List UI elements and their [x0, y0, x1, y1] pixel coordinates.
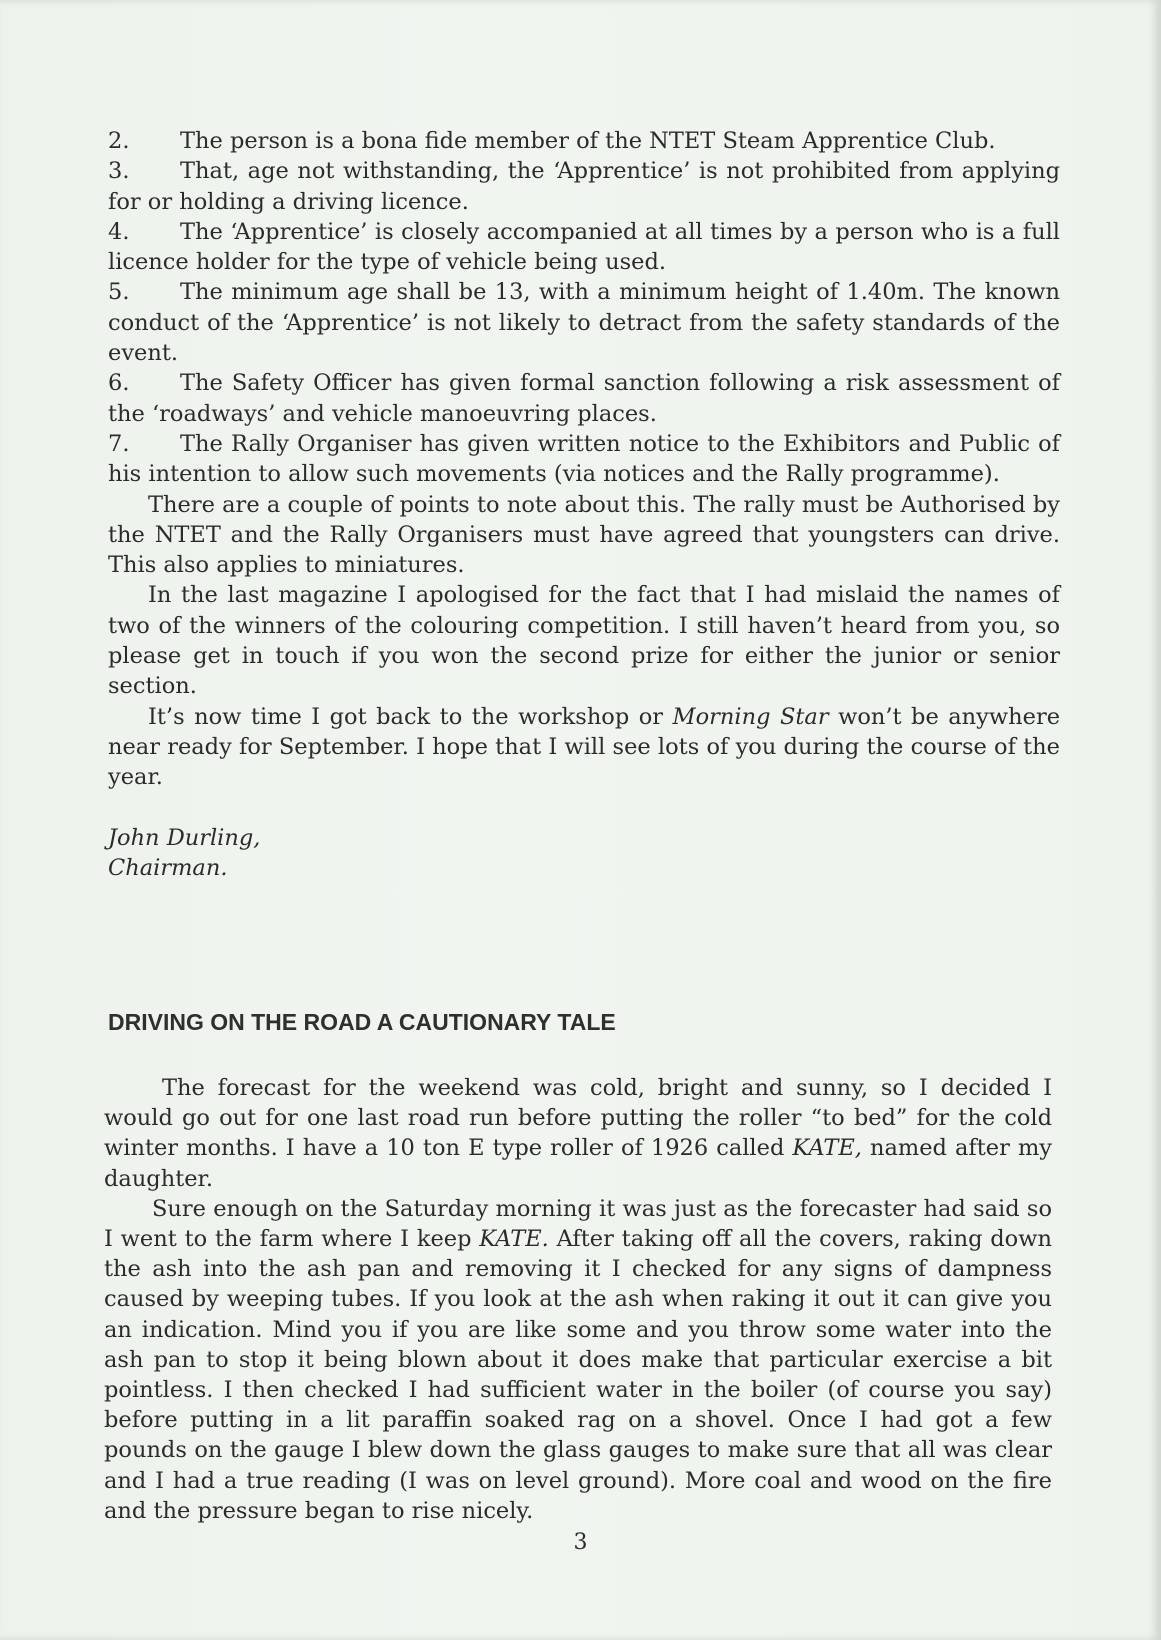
- list-item: [108, 156, 1060, 217]
- signature-role: Chairman.: [108, 854, 228, 881]
- letter-body: [108, 126, 1060, 883]
- italic-title: Morning Star: [672, 703, 829, 730]
- italic-name: KATE.: [479, 1226, 549, 1253]
- list-item-text: The person is a bona fide member of the NTET Steam Apprentice Club.: [180, 128, 996, 154]
- italic-name: KATE,: [792, 1135, 862, 1162]
- list-item-number: 5.: [108, 279, 130, 306]
- signature-name: John Durling,: [108, 824, 261, 851]
- list-item-number: 4.: [108, 218, 130, 245]
- paragraph-competition: In the last magazine I apologised for the fact that I had mislaid the names of two of the winners of the colouring competition. I still haven’t heard from you, so please get in touch if you won the second prize for either the junior or senior section.: [108, 582, 1060, 700]
- list-item-number: 7.: [108, 430, 130, 457]
- article-body: [104, 1073, 1052, 1526]
- paragraph-text: After taking off all the covers, raking down the ash into the ash pan and removing it I checked for any signs of dampness caused by weeping tubes. If you look at the ash when raking it out it can give you an indication. Mind you if you are like some and you throw some water into the ash pan to stop it being blown about it does make that particular exercise a bit pointless. I then checked I had sufficient water in the boiler (of course you say) before putting in a lit paraffin soaked rag on a shovel. Once I had got a few pounds on the gauge I blew down the glass gauges to make sure that all was clear and I had a true reading (I was on level ground). More coal and wood on the fire and the pressure began to rise nicely.: [104, 1226, 1052, 1524]
- paragraph-text: Sure enough on the Saturday morning it was just as the forecaster had said so I went to the farm where I keep: [104, 1195, 1052, 1253]
- list-item-text: The minimum age shall be 13, with a minimum height of 1.40m. The known conduct of the ‘Apprentice’ is not likely to detract from the safety standards of the event.: [108, 279, 1060, 367]
- page-number: 3: [573, 1530, 588, 1555]
- list-item-number: 6.: [108, 370, 130, 397]
- list-item-text: The Safety Officer has given formal sanction following a risk assessment of the ‘roadways’ and vehicle manoeuvring places.: [108, 370, 1060, 427]
- paragraph-rally-note: There are a couple of points to note about this. The rally must be Authorised by the NTET and the Rally Organisers must have agreed that youngsters can drive. This also applies to miniatures.: [108, 491, 1060, 579]
- article-paragraph: [104, 1194, 1052, 1526]
- paragraph-text: It’s now time I got back to the workshop or: [148, 703, 673, 730]
- list-item-number: 3.: [108, 158, 130, 185]
- list-item: [108, 126, 1060, 156]
- paragraph-text: The forecast for the weekend was cold, bright and sunny, so I decided I would go out for one last road run before putting the roller “to bed” for the cold winter months. I have a 10 ton E type roller of 1926 called: [104, 1075, 1052, 1162]
- list-item-text: That, age not withstanding, the ‘Apprentice’ is not prohibited from applying for or holding a driving licence.: [108, 158, 1060, 215]
- signature-block: [108, 823, 1060, 883]
- paragraph-text: won’t be anywhere near ready for September. I hope that I will see lots of you during the course of the year.: [108, 703, 1061, 791]
- list-item-text: The ‘Apprentice’ is closely accompanied at all times by a person who is a full licence holder for the type of vehicle being used.: [108, 218, 1060, 276]
- list-item: [108, 277, 1060, 368]
- article-paragraph: [104, 1073, 1052, 1194]
- paragraph-text: named after my daughter.: [104, 1135, 1052, 1192]
- list-item: [108, 429, 1060, 490]
- list-item: [108, 217, 1060, 278]
- list-item: [108, 368, 1060, 429]
- list-item-text: The Rally Organiser has given written notice to the Exhibitors and Public of his intention to allow such movements (via notices and the Rally programme).: [108, 430, 1060, 488]
- list-item-number: 2.: [108, 128, 130, 154]
- paragraph-workshop: [108, 702, 1060, 793]
- article-heading: DRIVING ON THE ROAD A CAUTIONARY TALE: [108, 1009, 616, 1035]
